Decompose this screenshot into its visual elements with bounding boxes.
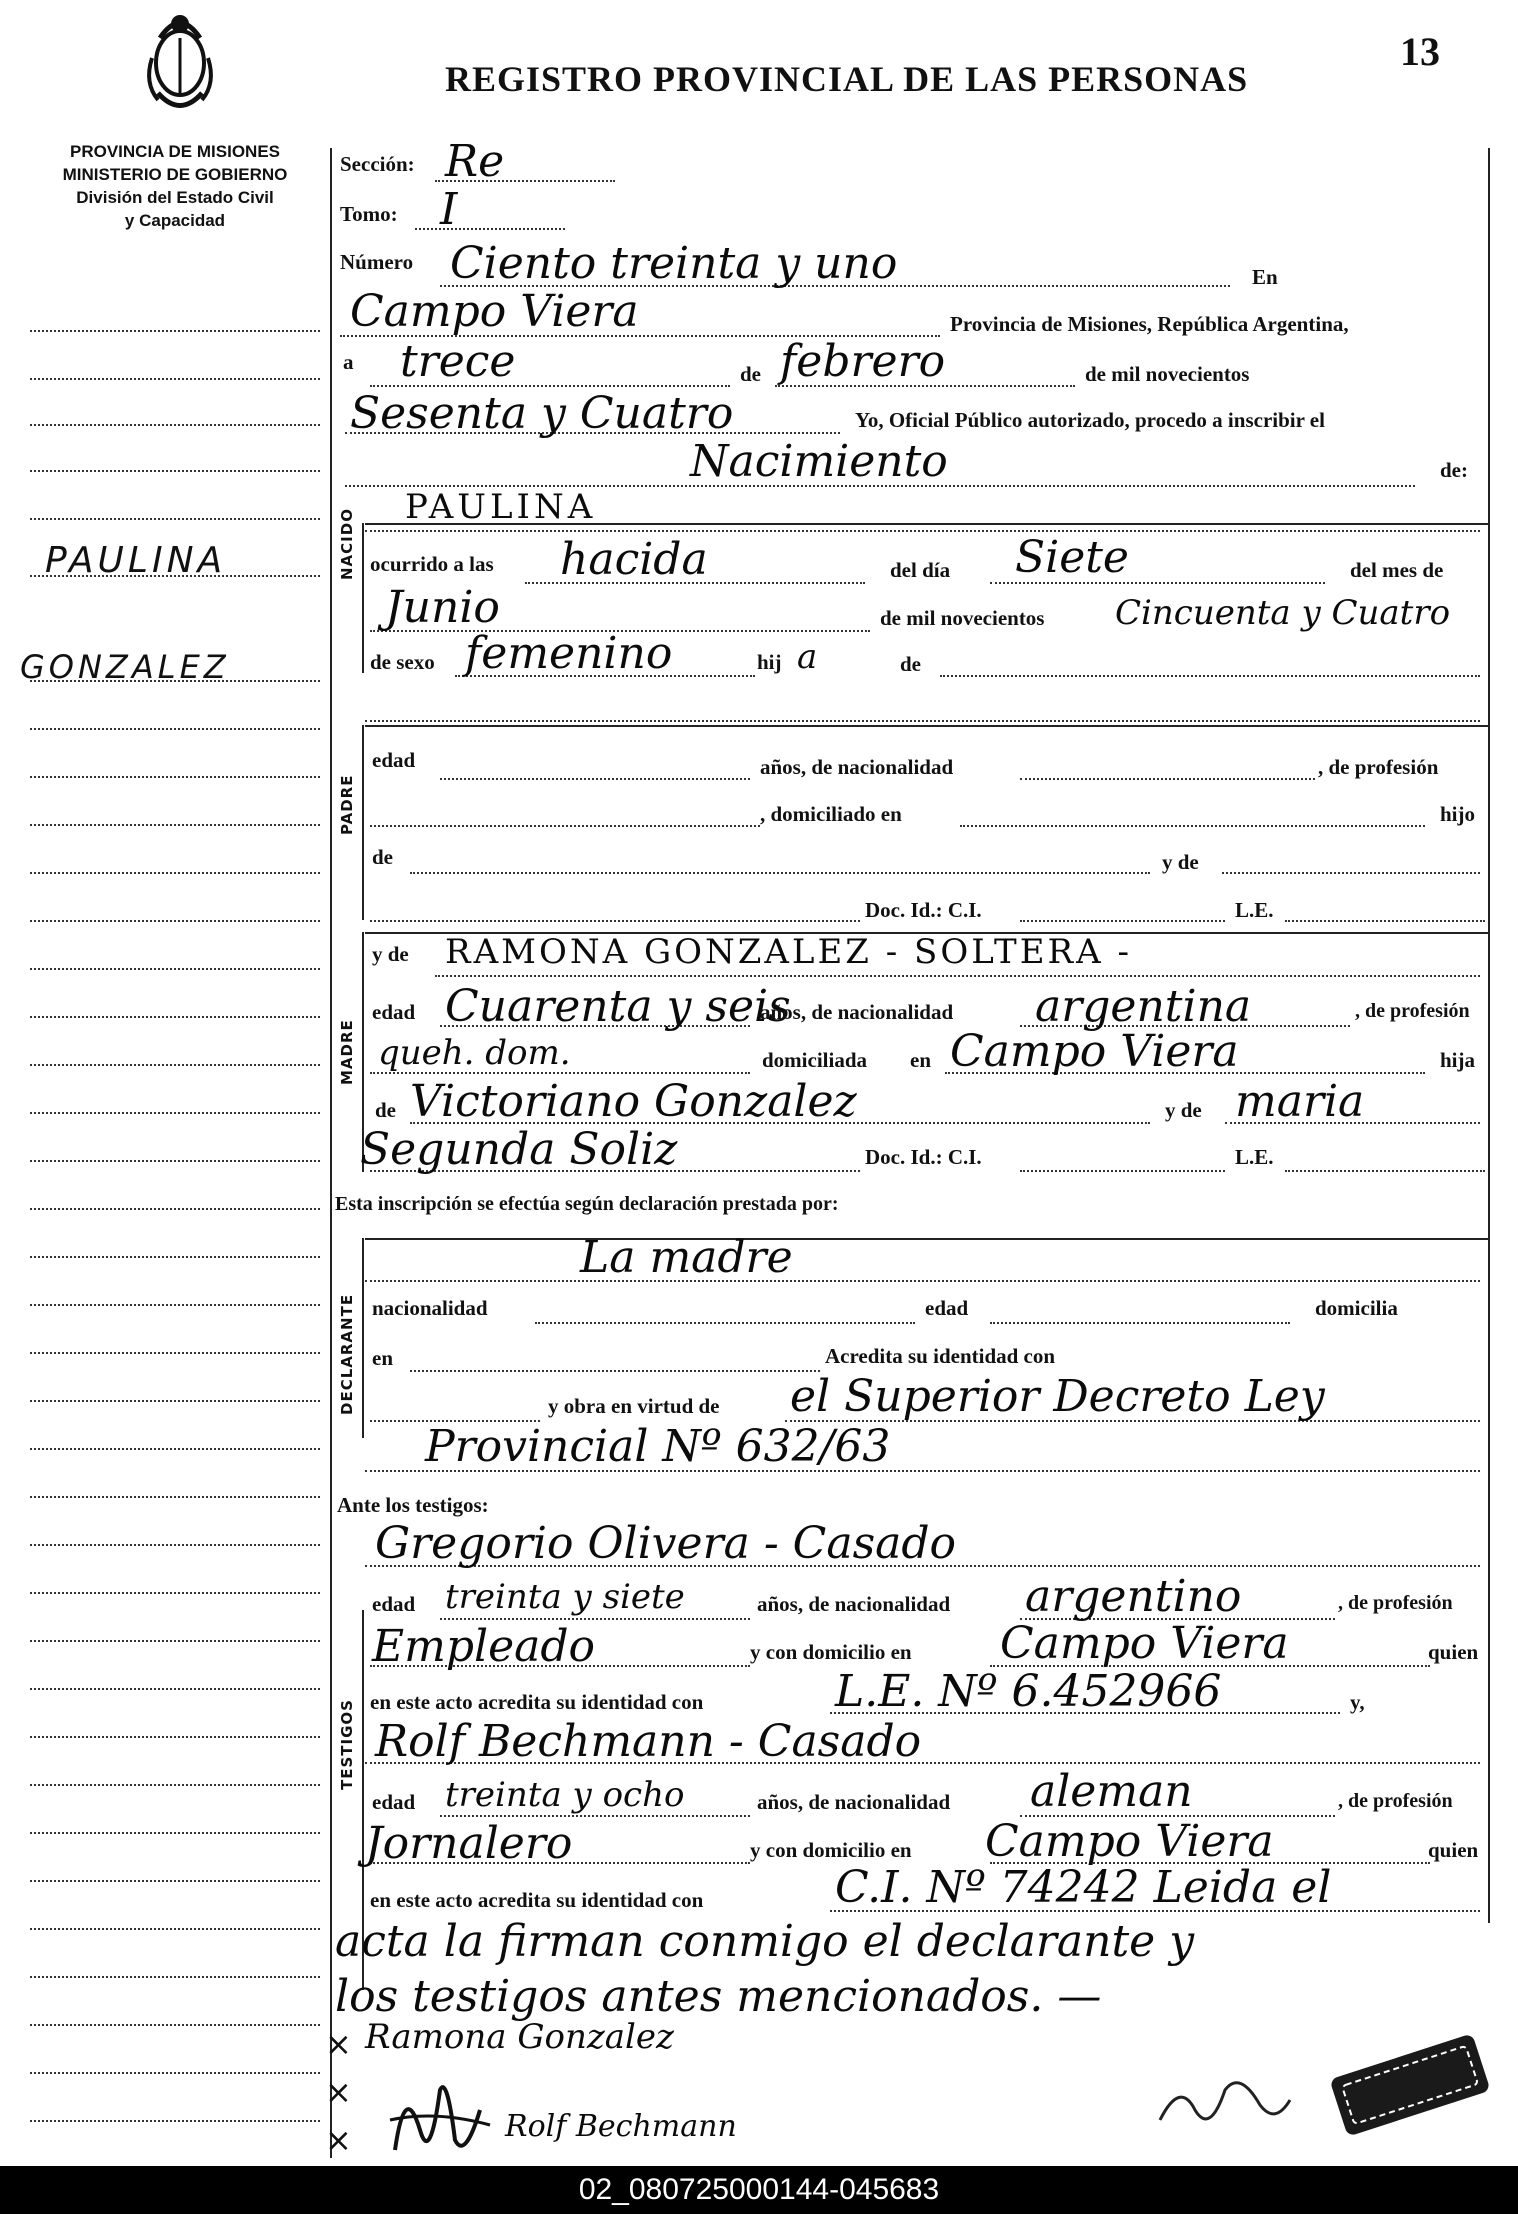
label-madre-y-de-2: y de — [1165, 1098, 1202, 1122]
signature-bechmann: Rolf Bechmann — [505, 2109, 737, 2144]
signature-registrar-scribble — [1150, 2050, 1300, 2140]
entry-hora: hacida — [560, 534, 708, 585]
entry-t2-prof: Jornalero — [365, 1818, 573, 1869]
label-padre-edad: edad — [372, 748, 416, 772]
entry-anio: Sesenta y Cuatro — [350, 388, 734, 439]
signature-official-scribble — [385, 2070, 495, 2165]
entry-abuelo: Victoriano Gonzalez — [410, 1076, 857, 1127]
label-esta-inscripcion: Esta inscripción se efectúa según declaración prestada por: — [335, 1193, 839, 1215]
entry-testigo-2: Rolf Bechmann - Casado — [375, 1716, 922, 1767]
page-title: REGISTRO PROVINCIAL DE LAS PERSONAS — [445, 59, 1249, 99]
label-madre-en: en — [910, 1048, 931, 1072]
section-label-declarante: DECLARANTE — [338, 1293, 356, 1415]
entry-t2-dom: Campo Viera — [985, 1816, 1274, 1867]
signature-ramona: Ramona Gonzalez — [365, 2017, 674, 2057]
label-padre-domiciliado: , domiciliado en — [760, 802, 902, 826]
label-t1-en-este-acto: en este acto acredita su identidad con — [370, 1690, 704, 1714]
entry-lugar: Campo Viera — [350, 286, 639, 337]
section-label-padre: PADRE — [338, 774, 356, 835]
office-line-4: y Capacidad — [124, 211, 226, 230]
entry-mes: febrero — [780, 336, 946, 387]
entry-seccion: Re — [445, 136, 505, 187]
entry-dia-nac: Siete — [1015, 532, 1129, 583]
label-tomo: Tomo: — [340, 202, 398, 226]
label-madre-profesion: , de profesión — [1355, 1000, 1470, 1022]
section-label-testigos: TESTIGOS — [338, 1699, 356, 1790]
entry-declarante: La madre — [580, 1232, 793, 1283]
label-t2-domicilio: y con domicilio en — [750, 1838, 912, 1862]
footer-code-bar: 02_080725000144-045683 — [0, 2166, 1518, 2214]
entry-t1-nac: argentino — [1025, 1571, 1242, 1622]
coat-of-arms-emblem — [140, 8, 220, 113]
label-declarante-nacionalidad: nacionalidad — [372, 1296, 488, 1320]
label-padre-de: de — [372, 845, 393, 869]
entry-t1-doc: L.E. Nº 6.452966 — [835, 1666, 1222, 1717]
section-label-madre: MADRE — [338, 1019, 356, 1085]
entry-madre-nombre: RAMONA GONZALEZ - SOLTERA - — [445, 932, 1132, 972]
label-t2-edad: edad — [372, 1790, 416, 1814]
entry-madre-edad: Cuarenta y seis — [445, 981, 791, 1032]
label-ante-testigos: Ante los testigos: — [337, 1493, 489, 1517]
label-de-mil-nov-2: de mil novecientos — [880, 606, 1045, 630]
label-numero: Número — [340, 250, 414, 274]
label-padre-hijo: hijo — [1440, 802, 1476, 826]
entry-tipo: Nacimiento — [690, 436, 948, 487]
entry-tomo: I — [440, 184, 458, 235]
label-t2-quien: quien — [1428, 1838, 1479, 1862]
label-t2-profesion: , de profesión — [1338, 1790, 1453, 1812]
entry-nombre: PAULINA — [405, 487, 597, 527]
label-del-mes-de: del mes de — [1350, 558, 1444, 582]
office-line-1: PROVINCIA DE MISIONES — [69, 142, 280, 161]
label-madre-doc-id: Doc. Id.: C.I. — [865, 1145, 982, 1169]
entry-abuela-2: Segunda Soliz — [360, 1124, 678, 1175]
entry-cierre-1: acta la firman conmigo el declarante y — [335, 1916, 1195, 1967]
section-label-nacido: NACIDO — [338, 508, 356, 580]
label-t1-anos-nac: años, de nacionalidad — [757, 1592, 951, 1616]
label-declarante-edad: edad — [925, 1296, 969, 1320]
office-line-3: División del Estado Civil — [76, 188, 274, 207]
entry-anio-nac: Cincuenta y Cuatro — [1115, 593, 1451, 633]
label-de-mes: de — [740, 362, 761, 386]
label-en: En — [1252, 265, 1278, 289]
entry-numero: Ciento treinta y uno — [450, 238, 898, 289]
label-del-dia: del día — [890, 558, 951, 582]
entry-abuela-1: maria — [1235, 1076, 1365, 1127]
label-padre-anos-nac: años, de nacionalidad — [760, 755, 954, 779]
label-madre-domiciliada: domiciliada — [762, 1048, 868, 1072]
entry-hij-suffix: a — [797, 637, 818, 677]
label-de-mil-novecientos: de mil novecientos — [1085, 362, 1250, 386]
label-madre-hija: hija — [1440, 1048, 1476, 1072]
label-madre-de: de — [375, 1098, 396, 1122]
label-madre-anos-nac: años, de nacionalidad — [760, 1000, 954, 1024]
entry-madre-dom: Campo Viera — [950, 1026, 1239, 1077]
label-ocurrido: ocurrido a las — [370, 552, 494, 576]
label-provincia: Provincia de Misiones, República Argentina, — [950, 312, 1349, 336]
entry-t2-nac: aleman — [1030, 1766, 1193, 1817]
entry-decreto-1: el Superior Decreto Ley — [790, 1371, 1325, 1422]
label-madre-le: L.E. — [1235, 1145, 1274, 1169]
margin-surname: GONZALEZ — [20, 648, 230, 686]
label-acredita: Acredita su identidad con — [825, 1344, 1056, 1368]
official-stamp — [1320, 2030, 1500, 2140]
label-seccion: Sección: — [340, 152, 415, 176]
entry-cierre-2: los testigos antes mencionados. — — [335, 1971, 1102, 2022]
entry-t1-prof: Empleado — [372, 1621, 596, 1672]
label-madre-y-de: y de — [372, 942, 409, 966]
label-de-hij: de — [900, 652, 921, 676]
label-padre-profesion: , de profesión — [1318, 755, 1439, 779]
entry-dia: trece — [400, 336, 516, 387]
entry-decreto-2: Provincial Nº 632/63 — [425, 1421, 891, 1472]
label-t2-en-este-acto: en este acto acredita su identidad con — [370, 1888, 704, 1912]
label-t2-anos-nac: años, de nacionalidad — [757, 1790, 951, 1814]
label-yo-oficial: Yo, Oficial Público autorizado, procedo a inscribir el — [855, 408, 1325, 432]
entry-madre-nac: argentina — [1035, 981, 1252, 1032]
label-a: a — [343, 350, 354, 374]
label-padre-le: L.E. — [1235, 898, 1274, 922]
entry-testigo-1: Gregorio Olivera - Casado — [375, 1518, 957, 1569]
page-number: 13 — [1400, 29, 1440, 74]
label-t1-y: y, — [1350, 1690, 1365, 1714]
entry-t1-dom: Campo Viera — [1000, 1618, 1289, 1669]
label-hij: hij — [757, 650, 782, 674]
label-madre-edad: edad — [372, 1000, 416, 1024]
office-line-2: MINISTERIO DE GOBIERNO — [62, 165, 288, 184]
label-obra-virtud: y obra en virtud de — [548, 1394, 720, 1418]
label-padre-doc-id: Doc. Id.: C.I. — [865, 898, 982, 922]
margin-given-name: PAULINA — [45, 540, 227, 581]
entry-mes-nac: Junio — [385, 582, 500, 633]
entry-t1-edad: treinta y siete — [445, 1577, 685, 1617]
label-declarante-en: en — [372, 1346, 393, 1370]
label-declarante-domicilia: domicilia — [1315, 1296, 1398, 1320]
entry-t2-edad: treinta y ocho — [445, 1775, 685, 1815]
label-t1-edad: edad — [372, 1592, 416, 1616]
label-padre-y-de: y de — [1162, 850, 1199, 874]
entry-t2-doc: C.I. Nº 74242 Leida el — [835, 1862, 1332, 1913]
entry-madre-prof: queh. dom. — [378, 1033, 571, 1073]
label-de-sexo: de sexo — [370, 650, 435, 674]
entry-sexo: femenino — [465, 628, 673, 679]
label-t1-profesion: , de profesión — [1338, 1592, 1453, 1614]
label-t1-quien: quien — [1428, 1640, 1479, 1664]
label-de-colon: de: — [1440, 458, 1468, 482]
label-t1-domicilio: y con domicilio en — [750, 1640, 912, 1664]
